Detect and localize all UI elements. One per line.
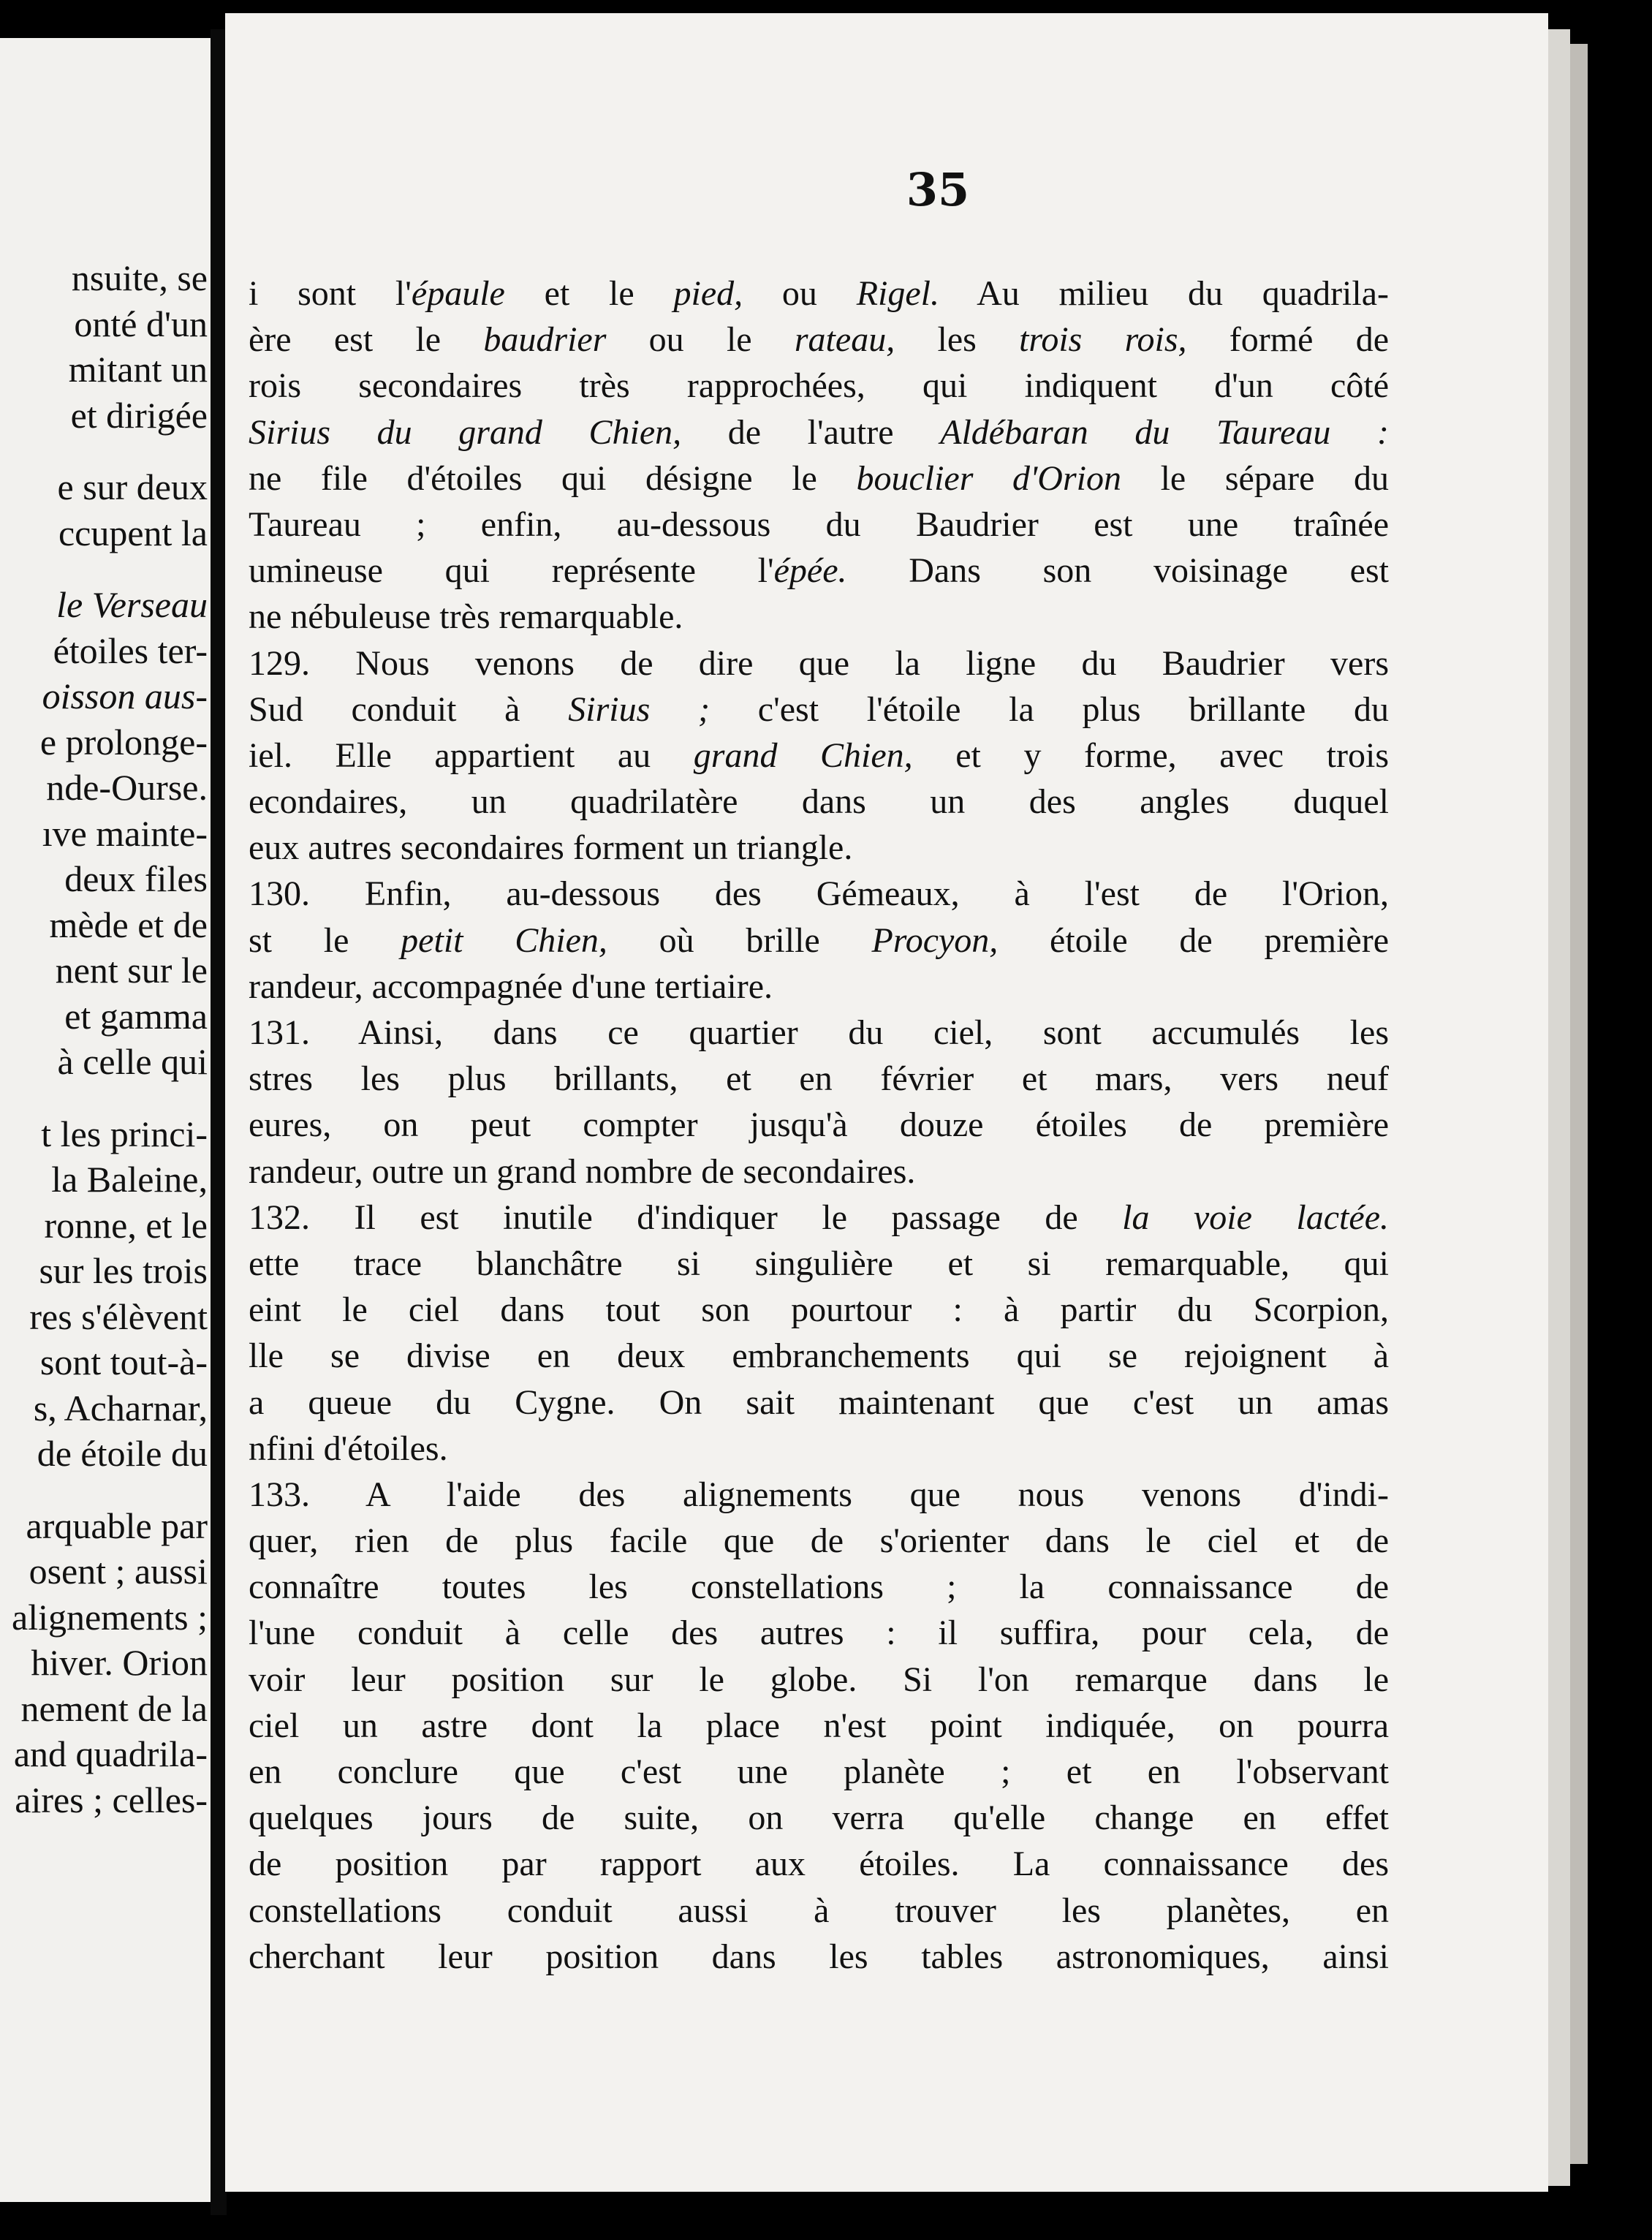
text-line (249, 1426, 1389, 1472)
page-gutter (211, 29, 227, 2215)
left-page-line: nde-Ourse. (46, 767, 208, 808)
italic-text: trois rois, (1019, 320, 1187, 360)
text-line (249, 1010, 1389, 1056)
text-run: ciel un astre dont la place n'est point indiquée, on pourra (249, 1706, 1389, 1745)
page-edge-shadow (1570, 44, 1588, 2164)
left-page-line: and quadrila- (13, 1733, 208, 1774)
text-run: 130. Enfin, au-dessous des Gémeaux, à l'est de l'Orion, (249, 874, 1389, 914)
text-line (249, 317, 1389, 363)
italic-text: grand Chien, (693, 735, 913, 775)
left-page-line: aires ; celles- (15, 1779, 208, 1820)
text-run: randeur, accompagnée d'une tertiaire. (249, 966, 773, 1006)
text-line (249, 1333, 1389, 1379)
text-line (249, 964, 1389, 1010)
text-run: où brille (607, 920, 872, 960)
italic-text: rateau, (794, 320, 895, 360)
text-run: de l'autre (681, 412, 941, 452)
text-line (249, 1795, 1389, 1841)
text-line (249, 455, 1389, 502)
text-run: constellations conduit aussi à trouver les planètes, en (249, 1891, 1389, 1930)
text-line (249, 779, 1389, 825)
text-run: les (895, 320, 1020, 360)
left-page-line: sont tout-à- (39, 1342, 208, 1382)
text-run: st le (249, 920, 401, 960)
left-page-line: mitant un (68, 349, 208, 390)
left-page-line: deux files (64, 858, 208, 899)
text-run: ère est le (249, 320, 484, 360)
text-line (249, 1934, 1389, 1980)
text-line (249, 1610, 1389, 1656)
italic-text: Procyon, (871, 920, 999, 960)
text-run: a queue du Cygne. On sait maintenant que c'est un amas (249, 1382, 1389, 1422)
italic-text: Aldébaran du Taureau : (940, 412, 1390, 452)
left-page-line: ronne, et le (44, 1204, 208, 1246)
left-page-line: nent sur le (55, 950, 208, 991)
text-run: quer, rien de plus facile que de s'orienter dans le ciel et de (249, 1521, 1389, 1561)
text-line (249, 1287, 1389, 1333)
text-run: en conclure que c'est une planète ; et en l'observant (249, 1752, 1389, 1791)
page-body-text (249, 270, 1389, 1980)
left-page-line: le Verseau (56, 584, 208, 625)
italic-text: épaule (411, 274, 505, 313)
text-line (249, 548, 1389, 594)
italic-text: petit Chien, (401, 920, 607, 960)
text-run: i sont l' (249, 274, 412, 313)
text-line (249, 1102, 1389, 1148)
text-run: connaître toutes les constellations ; la connaissance de (249, 1567, 1389, 1607)
text-line (249, 1657, 1389, 1703)
text-line (249, 1380, 1389, 1426)
left-page-line: e prolonge- (39, 721, 208, 763)
italic-text: épée. (773, 551, 847, 591)
left-page-line: e sur deux (57, 466, 208, 507)
text-run: 131. Ainsi, dans ce quartier du ciel, sont accumulés les (249, 1013, 1389, 1052)
left-page-line: t les princi- (41, 1113, 208, 1154)
text-run: econdaires, un quadrilatère dans un des angles duquel (249, 782, 1389, 822)
left-page-line: la Baleine, (51, 1159, 208, 1200)
text-line (249, 1703, 1389, 1749)
text-line (249, 409, 1389, 455)
left-page-line: nement de la (20, 1687, 208, 1729)
text-run: voir leur position sur le globe. Si l'on remarque dans le (249, 1660, 1389, 1699)
text-run: ette trace blanchâtre si singulière et si remarquable, qui (249, 1244, 1389, 1283)
text-run: ne nébuleuse très remarquable. (249, 597, 683, 637)
text-run: eux autres secondaires forment un triangle. (249, 828, 853, 868)
left-page-fragment (0, 38, 212, 2202)
text-run: umineuse qui représente l' (249, 551, 774, 591)
text-line (249, 502, 1389, 548)
text-run: 133. A l'aide des alignements que nous venons d'indi- (249, 1475, 1389, 1514)
text-run: l'une conduit à celle des autres : il suffira, pour cela, de (249, 1613, 1389, 1653)
page-number: 35 (906, 163, 970, 216)
text-line (249, 1056, 1389, 1102)
left-page-line: nsuite, se (71, 257, 208, 298)
text-line (249, 363, 1389, 409)
left-page-line: res s'élèvent (29, 1295, 208, 1337)
book-page (225, 13, 1548, 2192)
text-run: c'est l'étoile la plus brillante du (710, 689, 1390, 729)
italic-text: baudrier (483, 320, 607, 360)
text-run: et y forme, avec trois (912, 735, 1390, 775)
text-run: 132. Il est inutile d'indiquer le passage de (249, 1197, 1123, 1237)
left-page-line: à celle qui (57, 1041, 208, 1082)
text-run: rois secondaires très rapprochées, qui indiquent d'un côté (249, 366, 1389, 406)
text-run: Taureau ; enfin, au-dessous du Baudrier est une traînée (249, 504, 1389, 544)
left-page-line: et gamma (64, 995, 208, 1037)
left-page-line: arquable par (26, 1505, 208, 1546)
left-page-line: hiver. Orion (31, 1642, 208, 1683)
text-run: cherchant leur position dans les tables astronomiques, ainsi (249, 1937, 1389, 1976)
text-line (249, 686, 1389, 733)
left-page-line: mède et de (49, 904, 208, 945)
text-run: formé de (1186, 320, 1389, 360)
text-run: lle se divise en deux embranchements qui se rejoignent à (249, 1336, 1389, 1376)
text-run: iel. Elle appartient au (249, 735, 694, 775)
left-page-line: onté d'un (74, 303, 208, 344)
text-line (249, 871, 1389, 917)
italic-text: Rigel. (856, 274, 939, 313)
text-run: Au milieu du quadrila- (939, 274, 1390, 313)
text-line (249, 1149, 1389, 1195)
text-line (249, 640, 1389, 686)
left-page-line: sur les trois (39, 1250, 208, 1291)
text-run: de position par rapport aux étoiles. La connaissance des (249, 1844, 1389, 1884)
text-run: ou le (606, 320, 795, 360)
left-page-line: alignements ; (12, 1596, 208, 1638)
left-page-line: oisson aus- (42, 676, 208, 716)
text-run: ou (743, 274, 857, 313)
italic-text: pied, (673, 274, 743, 313)
text-run: le sépare du (1121, 458, 1390, 498)
text-run: Dans son voisinage est (846, 551, 1390, 591)
italic-text: Sirius du grand Chien, (249, 412, 682, 452)
text-run: quelques jours de suite, on verra qu'elle change en effet (249, 1798, 1389, 1838)
text-line (249, 1241, 1389, 1287)
left-page-line: s, Acharnar, (33, 1387, 208, 1429)
text-run: eures, on peut compter jusqu'à douze étoiles de première (249, 1105, 1389, 1145)
left-page-line: et dirigée (70, 394, 208, 436)
italic-text: la voie lactée. (1122, 1197, 1389, 1237)
italic-text: bouclier d'Orion (856, 458, 1121, 498)
text-line (249, 1472, 1389, 1518)
text-line (249, 1888, 1389, 1934)
text-run: eint le ciel dans tout son pourtour : à partir du Scorpion, (249, 1290, 1389, 1330)
italic-text: Sirius ; (568, 689, 711, 729)
text-run: randeur, outre un grand nombre de secondaires. (249, 1151, 916, 1191)
text-line (249, 733, 1389, 779)
page-edge (1548, 29, 1570, 2186)
text-run: Sud conduit à (249, 689, 569, 729)
text-line (249, 1564, 1389, 1610)
text-line (249, 594, 1389, 640)
text-run: stres les plus brillants, et en février et mars, vers neuf (249, 1059, 1389, 1099)
text-line (249, 917, 1389, 964)
text-run: et le (504, 274, 674, 313)
left-page-line: ccupent la (58, 512, 208, 553)
left-page-line: osent ; aussi (29, 1551, 208, 1592)
text-run: nfini d'étoiles. (249, 1429, 448, 1468)
text-line (249, 270, 1389, 317)
text-line (249, 825, 1389, 871)
left-page-line: ıve mainte- (42, 812, 208, 854)
text-line (249, 1195, 1389, 1241)
left-page-line: étoiles ter- (53, 629, 208, 671)
text-line (249, 1749, 1389, 1795)
text-run: étoile de première (998, 920, 1390, 960)
text-run: 129. Nous venons de dire que la ligne du Baudrier vers (249, 643, 1389, 683)
text-line (249, 1518, 1389, 1564)
left-page-line: de étoile du (37, 1433, 208, 1474)
text-run: ne file d'étoiles qui désigne le (249, 458, 857, 498)
text-line (249, 1841, 1389, 1887)
